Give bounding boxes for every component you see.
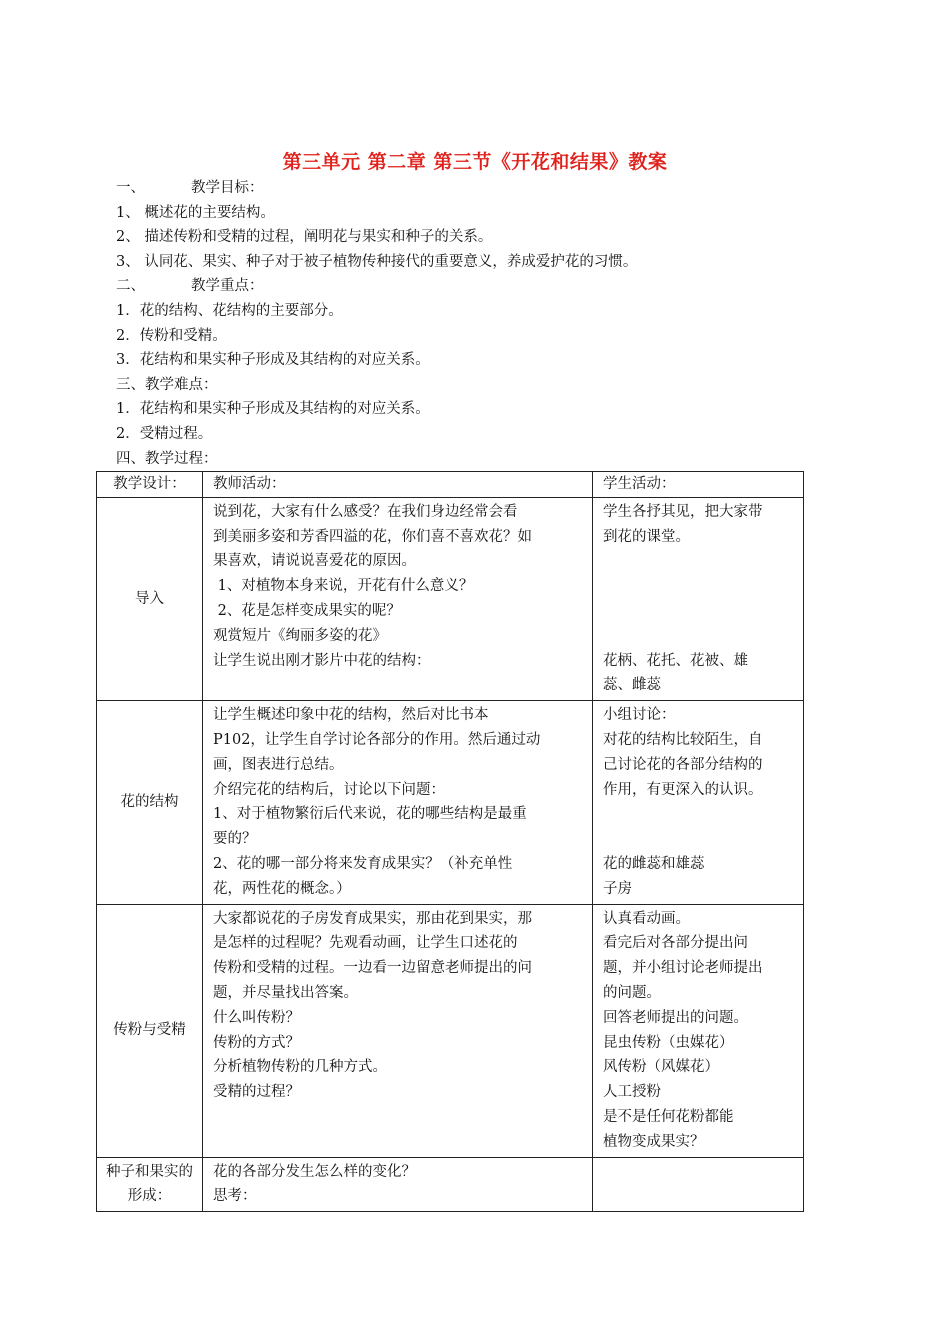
header-teacher: 教师活动：	[203, 472, 593, 498]
student-line: 小组讨论：	[603, 707, 676, 724]
student-line	[603, 624, 797, 649]
teacher-line: 说到花，大家有什么感受？在我们身边经常会看	[213, 503, 518, 520]
key-points-heading	[116, 274, 836, 299]
student-line: 到花的课堂。	[603, 528, 690, 545]
student-line	[603, 549, 797, 574]
student-line: 对花的结构比较陌生，自	[603, 731, 763, 748]
student-line: 回答老师提出的问题。	[603, 1009, 748, 1026]
objective-item: 3、 认同花、果实、种子对于被子植物传种接代的重要意义，养成爱护花的习惯。	[116, 253, 638, 270]
table-row	[97, 1157, 804, 1212]
teaching-process-table	[96, 471, 804, 1212]
table-row	[97, 701, 804, 904]
teacher-activity-cell	[203, 1157, 593, 1212]
objectives-heading-num: 一、	[116, 180, 145, 196]
teacher-line: 让学生概述印象中花的结构，然后对比书本	[213, 707, 489, 724]
student-line: 作用，有更深入的认识。	[603, 781, 763, 798]
table-header-row	[97, 472, 804, 498]
teacher-line: 花的各部分发生怎么样的变化？	[213, 1163, 416, 1180]
difficulty-item: 1．花结构和果实种子形成及其结构的对应关系。	[116, 401, 430, 418]
teacher-line: 思考：	[213, 1188, 257, 1205]
student-line: 花柄、花托、花被、雄	[603, 652, 748, 669]
student-activity-cell	[593, 701, 804, 904]
student-activity-cell	[593, 1157, 804, 1212]
student-line	[603, 574, 797, 599]
table-row	[97, 497, 804, 700]
teacher-activity-cell	[203, 497, 593, 700]
teacher-line: 是怎样的过程呢？先观看动画，让学生口述花的	[213, 935, 518, 952]
student-line: 的问题。	[603, 984, 661, 1001]
teacher-activity-cell	[203, 904, 593, 1157]
teacher-line: 果喜欢，请说说喜爱花的原因。	[213, 553, 416, 570]
difficulties-heading: 三、教学难点：	[116, 376, 218, 393]
teacher-line: 题，并尽量找出答案。	[213, 984, 358, 1001]
teacher-line: 花，两性花的概念。）	[213, 880, 351, 897]
student-line	[603, 802, 797, 827]
design-cell: 传粉与受精	[97, 904, 203, 1157]
teacher-line: 传粉和受精的过程。一边看一边留意老师提出的问	[213, 960, 532, 977]
teacher-line: 什么叫传粉？	[213, 1009, 300, 1026]
student-line: 题，并小组讨论老师提出	[603, 960, 763, 977]
student-line	[603, 599, 797, 624]
objective-item: 2、 描述传粉和受精的过程，阐明花与果实和种子的关系。	[116, 229, 493, 246]
lesson-outline	[116, 176, 836, 471]
teacher-line: 2、花的哪一部分将来发育成果实？（补充单性	[213, 855, 513, 872]
student-line: 花的雌蕊和雄蕊	[603, 855, 705, 872]
key-point-item: 3．花结构和果实种子形成及其结构的对应关系。	[116, 352, 430, 369]
teacher-line: 1、对植物本身来说，开花有什么意义？	[213, 578, 474, 595]
student-line: 子房	[603, 880, 632, 897]
teacher-line: 受精的过程？	[213, 1084, 300, 1101]
objectives-heading-text: 教学目标：	[191, 180, 264, 196]
design-cell: 种子和果实的形成：	[97, 1157, 203, 1212]
student-line: 昆虫传粉（虫媒花）	[603, 1034, 734, 1051]
teacher-line: 介绍完花的结构后，讨论以下问题：	[213, 781, 445, 798]
design-cell: 导入	[97, 497, 203, 700]
student-line: 风传粉（风媒花）	[603, 1059, 719, 1076]
student-line: 看完后对各部分提出问	[603, 935, 748, 952]
teacher-line: 观赏短片《绚丽多姿的花》	[213, 627, 387, 644]
student-line: 人工授粉	[603, 1084, 661, 1101]
objectives-heading	[116, 176, 836, 201]
table-row	[97, 904, 804, 1157]
student-line	[603, 827, 797, 852]
student-line: 蕊、雌蕊	[603, 677, 661, 694]
teacher-line	[213, 1105, 586, 1130]
student-line: 学生各抒其见，把大家带	[603, 503, 763, 520]
teacher-line: 传粉的方式？	[213, 1034, 300, 1051]
teacher-line: P102，让学生自学讨论各部分的作用。然后通过动	[213, 731, 541, 748]
page-title: 第三单元 第二章 第三节《开花和结果》教案	[282, 151, 668, 173]
teacher-line: 大家都说花的子房发育成果实，那由花到果实，那	[213, 910, 532, 927]
difficulty-item: 2．受精过程。	[116, 425, 213, 442]
design-cell: 花的结构	[97, 701, 203, 904]
teacher-line: 2、花是怎样变成果实的呢？	[213, 602, 401, 619]
key-point-item: 2．传粉和受精。	[116, 327, 227, 344]
student-line: 是不是任何花粉都能	[603, 1108, 734, 1125]
header-design: 教学设计：	[97, 472, 203, 498]
student-activity-cell	[593, 497, 804, 700]
objective-item: 1、 概述花的主要结构。	[116, 204, 275, 221]
teacher-line: 分析植物传粉的几种方式。	[213, 1059, 387, 1076]
teacher-line: 1、对于植物繁衍后代来说，花的哪些结构是最重	[213, 806, 527, 823]
teacher-line: 到美丽多姿和芳香四溢的花，你们喜不喜欢花？如	[213, 528, 532, 545]
process-heading: 四、教学过程：	[116, 450, 218, 467]
key-points-heading-num: 二、	[116, 278, 145, 295]
header-student: 学生活动：	[593, 472, 804, 498]
teacher-line: 要的？	[213, 831, 257, 848]
key-points-heading-text: 教学重点：	[191, 278, 264, 295]
teacher-activity-cell	[203, 701, 593, 904]
student-line: 认真看动画。	[603, 910, 690, 927]
student-line: 己讨论花的各部分结构的	[603, 756, 763, 773]
student-activity-cell	[593, 904, 804, 1157]
key-point-item: 1．花的结构、花结构的主要部分。	[116, 302, 343, 319]
teacher-line: 让学生说出刚才影片中花的结构：	[213, 652, 431, 669]
student-line: 植物变成果实？	[603, 1133, 705, 1150]
teacher-line: 画，图表进行总结。	[213, 756, 344, 773]
